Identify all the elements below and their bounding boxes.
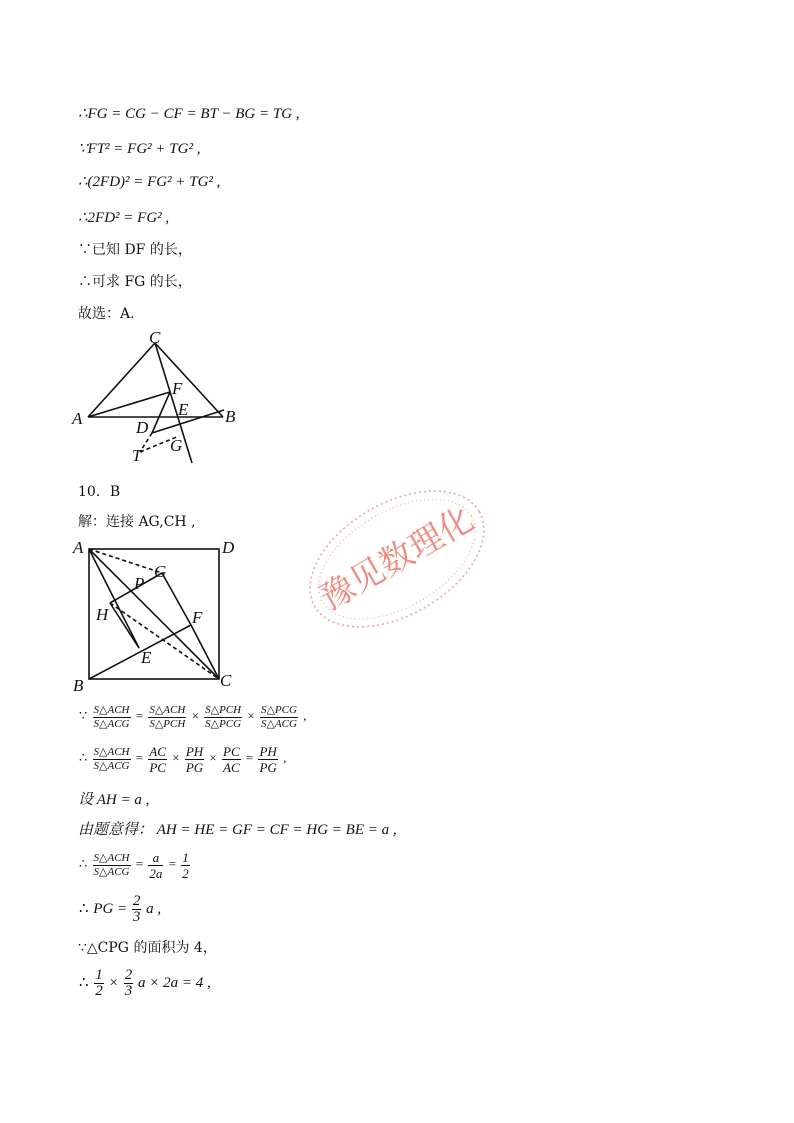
proof-line-6: ∴可求 FG 的长， xyxy=(78,274,192,290)
pg-value-line: ∴ PG = $\frac{2}{3}$ a , xyxy=(79,893,162,925)
label-G: G xyxy=(170,436,183,455)
proof-line-2: ∵FT² = FG² + TG² , xyxy=(78,141,201,157)
solution-intro: 解：连接 AG,CH , xyxy=(78,514,196,530)
square-figure xyxy=(66,535,256,695)
triangle-figure xyxy=(66,330,256,470)
label-C: C xyxy=(149,330,161,347)
label-B: B xyxy=(225,407,236,426)
ratio-equation-3: ∴ $\frac{\text{S△ACH}}{\text{S△ACG}}$ = $\frac{a}{2a}$ = $\frac{1}{2}$ xyxy=(79,850,189,881)
label-E: E xyxy=(178,400,189,419)
question-10-header: 10．B xyxy=(78,484,121,500)
label-T: T xyxy=(132,446,142,465)
area-equation-line: ∴ $\frac{1}{2}$ × $\frac{2}{3}$ a × 2a = 4 , xyxy=(79,967,211,999)
proof-answer-line: 故选：A. xyxy=(78,306,135,322)
given-equal-lengths-line: 由题意得： AH = HE = GF = CF = HG = BE = a , xyxy=(78,822,397,838)
label-C2: C xyxy=(220,671,232,690)
proof-line-3: ∴(2FD)² = FG² + TG² , xyxy=(78,174,221,190)
proof-line-1: ∴FG = CG − CF = BT − BG = TG , xyxy=(78,106,300,122)
label-E2: E xyxy=(141,648,152,667)
proof-line-4: ∴2FD² = FG² , xyxy=(78,210,170,226)
label-A2: A xyxy=(73,538,84,557)
label-F2: F xyxy=(192,608,203,627)
watermark-text: 豫见数理化 xyxy=(313,499,481,619)
proof-line-5: ∵已知 DF 的长， xyxy=(78,242,192,258)
triangle-area-line: ∵△CPG 的面积为 4， xyxy=(78,940,217,956)
set-ah-line: 设 AH = a , xyxy=(78,792,150,808)
watermark-stamp xyxy=(298,478,496,640)
label-A: A xyxy=(72,409,83,428)
label-P: P xyxy=(134,574,145,593)
label-F: F xyxy=(172,379,183,398)
label-G2: G xyxy=(154,562,167,581)
ratio-equation-2: ∴ $\frac{\text{S△ACH}}{\text{S△ACG}}$ = $\frac{AC}{PC}$ × $\frac{PH}{PG}$ × $\frac{PC}{AC}$ = $\frac{PH}{PG}$ , xyxy=(79,744,287,775)
label-D2: D xyxy=(222,538,235,557)
label-B2: B xyxy=(73,676,84,695)
label-D: D xyxy=(136,418,149,437)
ratio-equation-1: ∵ $\frac{\text{S△ACH}}{\text{S△ACG}}$ = $\frac{\text{S△ACH}}{\text{S△PCH}}$ × $\frac{\text{S△PCH}}{\text{S△PCG}}$ × $\frac{\text{S△PCG}}{\text{S△ACG}}$ , xyxy=(79,704,307,730)
label-H: H xyxy=(96,605,109,624)
